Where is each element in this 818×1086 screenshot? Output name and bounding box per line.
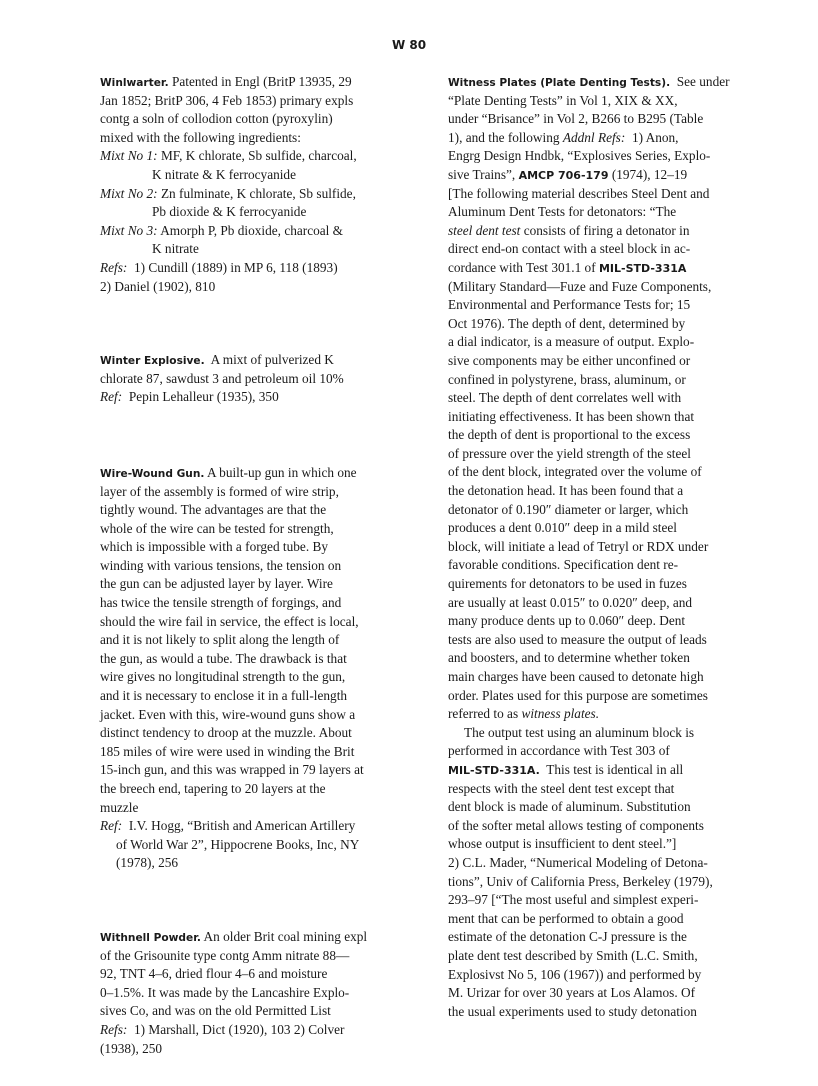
body-line: mixed with the following ingredients: (100, 129, 301, 145)
body-line: sive components may be either unconfined or (448, 352, 691, 368)
body-line: steel. The depth of dent correlates well with (448, 390, 682, 406)
body-line: Oct 1976). The depth of dent, determined by (448, 315, 686, 331)
body-line: 15-inch gun, and this was wrapped in 79 layers at (100, 762, 364, 778)
body-line: which is impossible with a forged tube. By (100, 539, 328, 555)
body-line: the detonation head. It has been found that a (448, 483, 684, 499)
body-line: confined in polystyrene, brass, aluminum, or (448, 371, 686, 387)
body-line: whole of the wire can be tested for strength, (100, 520, 334, 536)
body-line: Jan 1852; BritP 306, 4 Feb 1853) primary expls (100, 92, 354, 108)
entry-winlwarter (100, 73, 418, 296)
body-line: whose output is insufficient to dent steel.”] (448, 836, 677, 852)
entry-title: Wire-Wound Gun. (100, 467, 205, 480)
body-line: and it is not likely to split along the length of (100, 632, 340, 648)
entry-title: Winlwarter. (100, 77, 169, 89)
body-line: ment that can be performed to obtain a good (448, 910, 684, 926)
body-line: cordance with Test 301.1 of (448, 259, 596, 275)
body-line: Zn fulminate, K chlorate, Sb sulfide, (160, 185, 356, 201)
ref-line: 1) Cundill (1889) in MP 6, 118 (1893) (133, 259, 338, 275)
body-line: 185 miles of wire were used in winding the Brit (100, 743, 355, 759)
body-line: produces a dent 0.010″ deep in a mild steel (448, 520, 677, 536)
body-line: of the Grisounite type contg Amm nitrate 88— (100, 947, 350, 963)
body-line: referred to as (448, 706, 519, 722)
body-line: tions”, Univ of California Press, Berkeley (1979), (448, 873, 713, 889)
body-line: of the dent block, integrated over the volume of (448, 464, 702, 480)
ref-line: Pepin Lehalleur (1935), 350 (128, 389, 279, 405)
body-line: distinct tendency to droop at the muzzle. About (100, 725, 352, 741)
body-line: tests are also used to measure the output of leads (448, 631, 707, 647)
body-line: order. Plates used for this purpose are sometimes (448, 687, 708, 703)
entry-winter-explosive (100, 351, 418, 407)
body-line: 0–1.5%. It was made by the Lancashire Explo- (100, 984, 350, 1000)
ref-line: I.V. Hogg, “British and American Artillery (128, 818, 356, 834)
ref-line: (1978), 256 (116, 855, 179, 871)
body-line: “Plate Denting Tests” in Vol 1, XIX & XX, (448, 92, 678, 108)
body-line: chlorate 87, sawdust 3 and petroleum oil 10% (100, 370, 344, 386)
body-line: Patented in Engl (BritP 13935, 29 (171, 74, 352, 89)
entry-title: Withnell Powder. (100, 931, 201, 944)
body-line: A mixt of pulverized K (210, 352, 334, 368)
body-line: M. Urizar for over 30 years at Los Alamos. Of (448, 985, 696, 1001)
body-line: contg a soln of collodion cotton (pyroxylin) (100, 111, 333, 127)
body-line: favorable conditions. Specification dent re- (448, 557, 679, 573)
body-line: See under (676, 74, 730, 89)
body-line: the breech end, tapering to 20 layers at the (100, 781, 326, 796)
doc-code: MIL-STD-331A (598, 261, 687, 275)
body-line: direct end-on contact with a steel block in ac- (448, 241, 691, 257)
body-line: 293–97 [“The most useful and simplest experi- (448, 892, 699, 908)
body-line: The output test using an aluminum block is (464, 724, 695, 740)
body-line: muzzle (100, 799, 139, 815)
right-column (448, 73, 778, 1021)
body-line: quirements for detonators to be used in fuzes (448, 576, 687, 592)
body-line: 2) C.L. Mader, “Numerical Modeling of Detona- (448, 854, 708, 870)
body-line: block, will initiate a lead of Tetryl or RDX under (448, 538, 709, 554)
ref-line: (1938), 250 (100, 1040, 163, 1056)
body-line: K nitrate (152, 241, 199, 257)
entry-title: Winter Explosive. (100, 355, 205, 368)
ref-label: Ref: (100, 389, 123, 405)
body-line: layer of the assembly is formed of wire strip, (100, 483, 339, 499)
body-line: of pressure over the yield strength of the steel (448, 445, 691, 461)
body-line: Aluminum Dent Tests for detonators: “The (448, 204, 677, 220)
body-line: Explosivst No 5, 106 (1967)) and performed by (448, 966, 702, 982)
body-line: the gun, as would a tube. The drawback is that (100, 650, 347, 666)
body-line: consists of firing a detonator in (523, 222, 690, 238)
body-line: and it is necessary to enclose it in a full-length (100, 688, 348, 704)
italic-term: steel dent test (448, 222, 521, 238)
refs-label: Refs: (100, 259, 128, 275)
body-line: winding with various tensions, the tension on (100, 557, 342, 573)
mix-label: Mixt No 2: (100, 185, 158, 201)
body-line: estimate of the detonation C-J pressure is the (448, 929, 687, 945)
body-line: performed in accordance with Test 303 of (448, 743, 670, 759)
body-line: Engrg Design Hndbk, “Explosives Series, Explo- (448, 148, 711, 164)
ref-line: 1) Marshall, Dict (1920), 103 2) Colver (133, 1021, 345, 1037)
entry-wire-wound-gun (100, 464, 418, 873)
body-line: the depth of dent is proportional to the excess (448, 427, 691, 443)
body-line: A built-up gun in which one (206, 464, 357, 480)
body-line: This test is identical in all (546, 761, 684, 777)
body-line: Pb dioxide & K ferrocyanide (152, 204, 307, 220)
body-line: a dial indicator, is a measure of output. Explo- (448, 334, 695, 350)
body-line: Amorph P, Pb dioxide, charcoal & (160, 222, 344, 238)
body-line: tightly wound. The advantages are that the (100, 502, 327, 518)
body-line: 1) Anon, (631, 129, 679, 145)
body-line: the usual experiments used to study detonation (448, 1003, 697, 1019)
italic-term: witness plates. (521, 706, 600, 722)
body-line: has twice the tensile strength of forgings, and (100, 595, 342, 611)
refs-label: Refs: (100, 1021, 128, 1037)
ref-line: of World War 2”, Hippocrene Books, Inc, NY (116, 836, 360, 852)
body-line: dent block is made of aluminum. Substitution (448, 799, 691, 815)
body-line: (1974), 12–19 (611, 166, 688, 182)
left-column (100, 73, 418, 1058)
body-line: respects with the steel dent test except that (448, 780, 675, 796)
body-line: detonator of 0.190″ diameter or larger, which (448, 501, 689, 517)
body-line: are usually at least 0.015″ to 0.020″ deep, and (448, 594, 693, 610)
body-line: K nitrate & K ferrocyanide (152, 166, 296, 182)
body-line: plate dent test described by Smith (L.C. Smith, (448, 947, 698, 963)
entry-withnell-powder (100, 928, 418, 1058)
ref-line: 2) Daniel (1902), 810 (100, 278, 216, 294)
body-line: [The following material describes Steel Dent and (448, 185, 710, 201)
mix-label: Mixt No 3: (100, 222, 158, 238)
doc-code: AMCP 706-179 (518, 168, 609, 182)
body-line: MF, K chlorate, Sb sulfide, charcoal, (160, 148, 357, 164)
doc-code: MIL-STD-331A. (448, 763, 540, 777)
body-line: 92, TNT 4–6, dried flour 4–6 and moisture (100, 966, 328, 982)
body-line: of the softer metal allows testing of components (448, 817, 704, 833)
addnl-refs-label: Addnl Refs: (562, 129, 626, 145)
body-line: wire gives no longitudinal strength to the gun, (100, 669, 346, 685)
body-line: sives Co, and was on the old Permitted List (100, 1003, 331, 1019)
body-line: should the wire fail in service, the effect is local, (100, 613, 359, 629)
body-line: Environmental and Performance Tests for; 15 (448, 297, 691, 313)
body-line: sive Trains”, (448, 166, 516, 182)
ref-label: Ref: (100, 818, 123, 834)
entry-title: Witness Plates (Plate Denting Tests). (448, 77, 671, 89)
page-number: W 80 (391, 38, 427, 52)
body-line: An older Brit coal mining expl (203, 928, 368, 944)
body-line: initiating effectiveness. It has been shown that (448, 408, 695, 424)
body-line: 1), and the following (448, 129, 560, 145)
body-line: many produce dents up to 0.060″ deep. Dent (448, 613, 686, 629)
body-line: the gun can be adjusted layer by layer. Wire (100, 576, 333, 592)
body-line: under “Brisance” in Vol 2, B266 to B295 (Table (448, 111, 704, 127)
body-line: and boosters, and to determine whether token (448, 650, 690, 666)
body-line: main charges have been caused to detonate high (448, 669, 704, 684)
mix-label: Mixt No 1: (100, 148, 158, 164)
entry-witness-plates (448, 73, 778, 1021)
body-line: jacket. Even with this, wire-wound guns show a (100, 706, 356, 722)
body-line: (Military Standard—Fuze and Fuze Components, (448, 278, 712, 294)
